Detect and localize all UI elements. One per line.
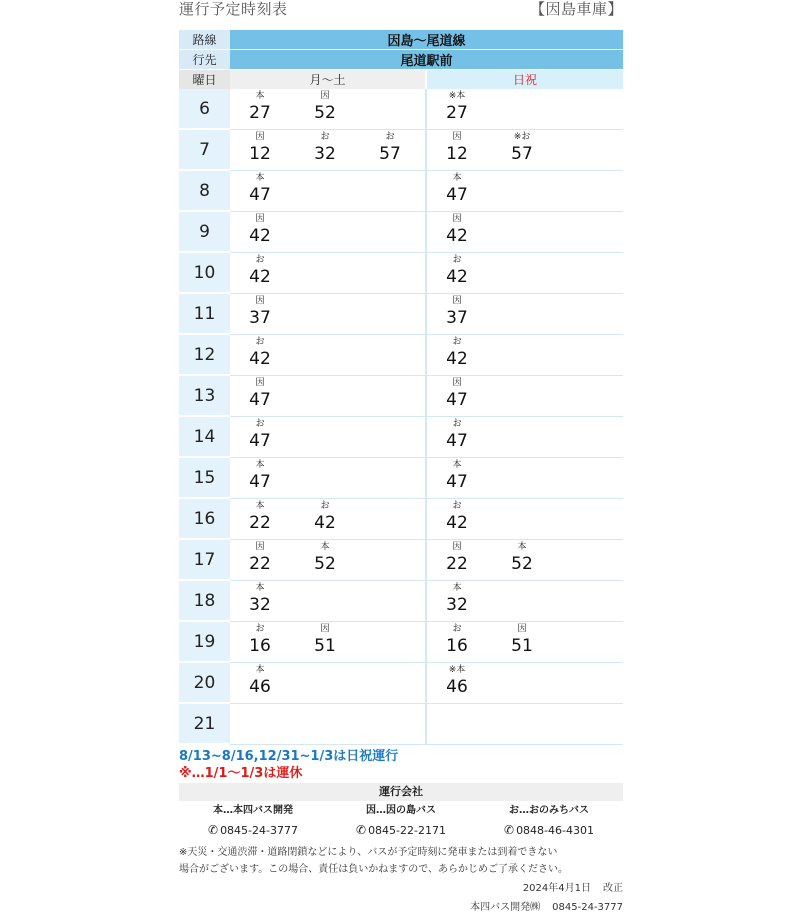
departure-time xyxy=(230,378,290,411)
timetable xyxy=(179,30,623,745)
operator-mark: お xyxy=(385,131,395,142)
weekday-departures xyxy=(230,621,426,662)
hour-label: 16 xyxy=(179,498,230,539)
operator-mark: 因 xyxy=(452,295,462,306)
departure-time xyxy=(427,337,487,370)
revision-info xyxy=(179,880,623,897)
departure-minute: 37 xyxy=(249,307,271,328)
operator-honshi xyxy=(183,804,323,840)
hour-row xyxy=(179,252,623,293)
departure-time xyxy=(492,624,552,657)
phone-number: 0845-22-2171 xyxy=(368,824,446,837)
operator-mark: 因 xyxy=(255,213,265,224)
departure-minute: 51 xyxy=(314,635,336,656)
departure-time xyxy=(427,542,487,575)
holiday-departures xyxy=(426,662,623,703)
departure-minute: 12 xyxy=(249,143,271,164)
depot-label: 【因島車庫】 xyxy=(529,0,623,18)
hour-label: 17 xyxy=(179,539,230,580)
departure-time xyxy=(427,296,487,329)
departure-minute: 27 xyxy=(446,103,468,123)
operators-title: 運行会社 xyxy=(179,783,623,801)
hour-row xyxy=(179,334,623,375)
weekday-departures xyxy=(230,89,426,129)
hour-row xyxy=(179,211,623,252)
holiday-departures xyxy=(426,334,623,375)
hour-label: 15 xyxy=(179,457,230,498)
operator-mark: 本 xyxy=(255,664,265,675)
departure-time xyxy=(230,460,290,493)
departure-minute: 42 xyxy=(446,348,468,369)
holiday-departures xyxy=(426,580,623,621)
departure-time xyxy=(295,91,355,124)
holiday-departures xyxy=(426,211,623,252)
phone-icon: ✆ xyxy=(208,823,219,837)
departure-minute: 42 xyxy=(249,225,271,246)
hour-row xyxy=(179,457,623,498)
hour-row xyxy=(179,703,623,744)
phone-number: 0845-24-3777 xyxy=(220,824,298,837)
hour-row xyxy=(179,170,623,211)
day-type-row xyxy=(179,70,623,90)
departure-time xyxy=(492,132,552,165)
disclaimer xyxy=(179,844,623,878)
departure-minute: 46 xyxy=(446,676,468,697)
operator-mark: お xyxy=(255,254,265,265)
destination-row xyxy=(179,50,623,70)
hour-label: 14 xyxy=(179,416,230,457)
operator-mark: 因 xyxy=(320,623,330,634)
operator-innoshima xyxy=(331,804,471,840)
hour-label: 9 xyxy=(179,211,230,252)
departure-minute: 57 xyxy=(511,143,533,164)
departure-time xyxy=(230,132,290,165)
departure-minute: 46 xyxy=(249,676,271,697)
operator-mark: 本 xyxy=(255,582,265,593)
operator-mark: 因 xyxy=(452,131,462,142)
footer-contact xyxy=(179,899,623,916)
operator-phone xyxy=(479,821,619,840)
departure-time xyxy=(295,624,355,657)
weekday-departures xyxy=(230,416,426,457)
departure-time xyxy=(427,624,487,657)
departure-minute: 47 xyxy=(446,184,468,205)
holiday-departures xyxy=(426,621,623,662)
operator-mark: ※本 xyxy=(448,91,466,101)
departure-minute: 42 xyxy=(446,512,468,533)
departure-time xyxy=(427,419,487,452)
operator-mark: お xyxy=(255,418,265,429)
hour-label: 10 xyxy=(179,252,230,293)
operator-mark: 因 xyxy=(452,213,462,224)
departure-time xyxy=(230,583,290,616)
operator-mark: お xyxy=(452,418,462,429)
weekday-departures xyxy=(230,498,426,539)
operator-mark: 因 xyxy=(517,623,527,634)
departure-time xyxy=(295,501,355,534)
departure-time xyxy=(230,665,290,698)
departure-minute: 32 xyxy=(249,594,271,615)
weekday-departures xyxy=(230,170,426,211)
departure-time xyxy=(230,173,290,206)
departure-minute: 22 xyxy=(249,553,271,574)
operator-phone xyxy=(183,821,323,840)
departure-time xyxy=(427,132,487,165)
hour-label: 6 xyxy=(179,89,230,129)
operator-mark: 因 xyxy=(320,91,330,101)
departure-time xyxy=(360,132,420,165)
operator-onomichi xyxy=(479,804,619,840)
day-type-label: 曜日 xyxy=(179,70,230,90)
operator-mark: お xyxy=(320,500,330,511)
hour-label: 18 xyxy=(179,580,230,621)
footer-company: 本四バス開発㈱ xyxy=(470,902,541,913)
departure-minute: 22 xyxy=(249,512,271,533)
disclaimer-line: 場合がございます。この場合、責任は負いかねますので、あらかじめご了承ください。 xyxy=(179,864,568,875)
hour-row xyxy=(179,129,623,170)
operator-mark: お xyxy=(255,623,265,634)
departure-minute: 57 xyxy=(379,143,401,164)
phone-icon: ✆ xyxy=(356,823,367,837)
hour-row xyxy=(179,375,623,416)
departure-minute: 52 xyxy=(314,553,336,574)
operator-mark: お xyxy=(452,336,462,347)
revision-label: 改正 xyxy=(603,883,623,894)
hour-row xyxy=(179,621,623,662)
departure-time xyxy=(230,255,290,288)
weekday-departures xyxy=(230,580,426,621)
hour-label: 8 xyxy=(179,170,230,211)
footer-phone: 0845-24-3777 xyxy=(552,902,623,913)
hour-row xyxy=(179,539,623,580)
weekday-departures xyxy=(230,252,426,293)
departure-minute: 42 xyxy=(249,266,271,287)
operator-mark: ※本 xyxy=(448,664,466,675)
hour-label: 20 xyxy=(179,662,230,703)
operator-mark: 因 xyxy=(452,377,462,388)
holiday-departures xyxy=(426,498,623,539)
holiday-departures xyxy=(426,89,623,129)
phone-number: 0848-46-4301 xyxy=(516,824,594,837)
weekday-departures xyxy=(230,662,426,703)
title-bar xyxy=(179,0,623,30)
operator-mark: 本 xyxy=(517,541,527,552)
departure-time xyxy=(427,173,487,206)
revision-date: 2024年4月1日 xyxy=(522,883,591,894)
operators-list xyxy=(179,804,623,840)
departure-minute: 12 xyxy=(446,143,468,164)
operator-mark: お xyxy=(452,500,462,511)
departure-minute: 32 xyxy=(446,594,468,615)
departure-time xyxy=(427,91,487,124)
departure-time xyxy=(427,214,487,247)
departure-time xyxy=(295,542,355,575)
operator-name: お…おのみちバス xyxy=(509,805,589,816)
destination-name: 尾道駅前 xyxy=(230,50,623,70)
timetable-sheet xyxy=(179,0,623,916)
holiday-departures xyxy=(426,293,623,334)
operator-name: 因…因の島バス xyxy=(366,805,436,816)
departure-time xyxy=(492,542,552,575)
operator-mark: 因 xyxy=(255,377,265,388)
departure-time xyxy=(427,255,487,288)
operator-mark: 本 xyxy=(452,459,462,470)
hour-row xyxy=(179,89,623,129)
hour-row xyxy=(179,293,623,334)
holiday-departures xyxy=(426,375,623,416)
weekday-departures xyxy=(230,129,426,170)
hour-label: 19 xyxy=(179,621,230,662)
weekday-departures xyxy=(230,703,426,744)
departure-minute: 16 xyxy=(249,635,271,656)
operator-mark: 本 xyxy=(255,91,265,101)
operator-mark: お xyxy=(320,131,330,142)
departure-minute: 52 xyxy=(314,103,336,123)
operator-mark: お xyxy=(452,254,462,265)
operator-mark: 本 xyxy=(255,459,265,470)
operator-mark: 因 xyxy=(452,541,462,552)
operator-mark: お xyxy=(452,623,462,634)
holiday-departures xyxy=(426,129,623,170)
phone-icon: ✆ xyxy=(504,823,515,837)
hour-row xyxy=(179,580,623,621)
route-name: 因島〜尾道線 xyxy=(230,30,623,50)
page-title: 運行予定時刻表 xyxy=(179,0,288,18)
operator-mark: 本 xyxy=(452,582,462,593)
departure-time xyxy=(427,378,487,411)
weekday-departures xyxy=(230,375,426,416)
weekday-header: 月〜土 xyxy=(230,70,426,90)
departure-time xyxy=(295,132,355,165)
weekday-departures xyxy=(230,457,426,498)
operator-mark: 本 xyxy=(320,541,330,552)
hour-label: 13 xyxy=(179,375,230,416)
departure-time xyxy=(230,337,290,370)
weekday-departures xyxy=(230,211,426,252)
hour-label: 11 xyxy=(179,293,230,334)
operator-mark: 因 xyxy=(255,541,265,552)
operator-name: 本…本四バス開発 xyxy=(213,805,293,816)
departure-time xyxy=(427,501,487,534)
departure-minute: 47 xyxy=(446,389,468,410)
departure-minute: 47 xyxy=(249,184,271,205)
departure-minute: 42 xyxy=(446,225,468,246)
operator-mark: 本 xyxy=(255,500,265,511)
holiday-departures xyxy=(426,457,623,498)
operator-mark: お xyxy=(255,336,265,347)
operator-phone xyxy=(331,821,471,840)
route-label: 路線 xyxy=(179,30,230,50)
departure-minute: 27 xyxy=(249,103,271,123)
hour-label: 12 xyxy=(179,334,230,375)
departure-minute: 42 xyxy=(314,512,336,533)
departure-time xyxy=(230,501,290,534)
departure-time xyxy=(230,296,290,329)
departure-minute: 47 xyxy=(446,430,468,451)
holiday-header: 日祝 xyxy=(426,70,623,90)
departure-time xyxy=(230,542,290,575)
departure-minute: 47 xyxy=(249,471,271,492)
departure-minute: 22 xyxy=(446,553,468,574)
weekday-departures xyxy=(230,334,426,375)
departure-minute: 52 xyxy=(511,553,533,574)
hour-label: 7 xyxy=(179,129,230,170)
departure-minute: 51 xyxy=(511,635,533,656)
operator-mark: ※お xyxy=(513,131,531,142)
weekday-departures xyxy=(230,539,426,580)
departure-minute: 47 xyxy=(249,430,271,451)
departure-minute: 16 xyxy=(446,635,468,656)
departure-time xyxy=(427,665,487,698)
suspension-note: ※…1/1〜1/3は運休 xyxy=(179,766,303,781)
holiday-departures xyxy=(426,703,623,744)
holiday-departures xyxy=(426,539,623,580)
operator-mark: 本 xyxy=(452,172,462,183)
hour-row xyxy=(179,416,623,457)
departure-time xyxy=(230,214,290,247)
holiday-departures xyxy=(426,252,623,293)
departure-time xyxy=(230,419,290,452)
operator-mark: 本 xyxy=(255,172,265,183)
departure-minute: 32 xyxy=(314,143,336,164)
departure-time xyxy=(230,624,290,657)
destination-label: 行先 xyxy=(179,50,230,70)
notes xyxy=(179,748,623,782)
weekday-departures xyxy=(230,293,426,334)
operator-mark: 因 xyxy=(255,295,265,306)
departure-minute: 47 xyxy=(249,389,271,410)
departure-time xyxy=(427,460,487,493)
disclaimer-line: ※天災・交通渋滞・道路閉鎖などにより、バスが予定時刻に発車または到着できない xyxy=(179,847,558,858)
departure-time xyxy=(427,583,487,616)
departure-minute: 37 xyxy=(446,307,468,328)
departure-time xyxy=(230,91,290,124)
operator-mark: 因 xyxy=(255,131,265,142)
route-row xyxy=(179,30,623,50)
departure-minute: 42 xyxy=(446,266,468,287)
hour-row xyxy=(179,498,623,539)
departure-minute: 47 xyxy=(446,471,468,492)
hour-label: 21 xyxy=(179,703,230,744)
departure-minute: 42 xyxy=(249,348,271,369)
holiday-departures xyxy=(426,170,623,211)
holiday-schedule-note: 8/13~8/16,12/31~1/3は日祝運行 xyxy=(179,749,399,764)
hour-row xyxy=(179,662,623,703)
holiday-departures xyxy=(426,416,623,457)
